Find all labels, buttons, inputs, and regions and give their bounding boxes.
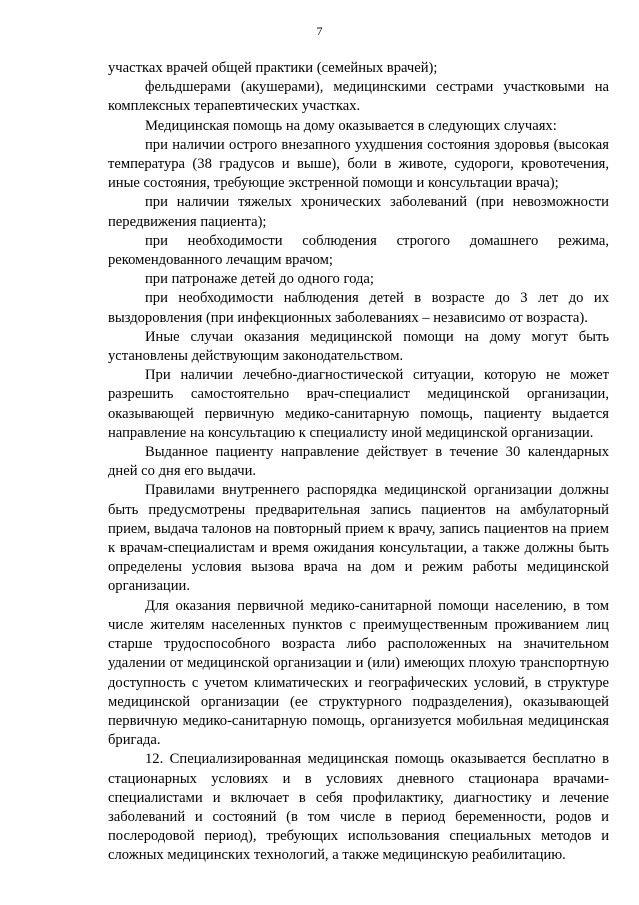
paragraph: Медицинская помощь на дому оказывается в следующих случаях: (145, 117, 557, 134)
paragraph: Иные случаи оказания медицинской помощи на дому могут быть установлены действующим законодательством. (108, 328, 609, 365)
paragraph: при патронаже детей до одного года; (145, 271, 374, 288)
paragraph: фельдшерами (акушерами), медицинскими сестрами участковыми на комплексных терапевтических участках. (108, 79, 609, 115)
paragraph: Для оказания первичной медико-санитарной помощи населению, в том числе жителям населенных пунктов с преимущественным проживанием лиц старше трудоспособного возраста либо расположенных на значительном удалении от медицинской организации и (или) имеющих плохую транспортную доступность с учетом климатических и географических условий, в структуре медицинской организации (ее структурного подразделения), оказывающей первичную медико-санитарную помощь, организуется мобильная медицинская бригада. (108, 597, 609, 749)
paragraph: при необходимости наблюдения детей в возрасте до 3 лет до их выздоровления (при инфекционных заболеваниях – независимо от возраста). (108, 290, 609, 326)
page-number: 7 (316, 24, 323, 38)
paragraph: участках врачей общей практики (семейных врачей); (108, 60, 438, 76)
paragraph: 12. Специализированная медицинская помощь оказывается бесплатно в стационарных условиях и в условиях дневного стационара врачами-специалистами и включает в себя профилактику, диагностику и лечение заболеваний и состояний (в том числе в период беременности, родов и послеродовой период), требующих использования специальных методов и сложных медицинских технологий, а также медицинскую реабилитацию. (108, 751, 609, 864)
paragraph: при наличии острого внезапного ухудшения состояния здоровья (высокая температура (38 градусов и выше), боли в животе, судороги, кровотечения, иные состояния, требующие экстренной помощи и консультации врача); (108, 136, 609, 192)
paragraph: при необходимости соблюдения строгого домашнего режима, рекомендованного лечащим врачом; (108, 232, 609, 269)
paragraph: Выданное пациенту направление действует в течение 30 календарных дней со дня его выдачи. (108, 444, 609, 480)
body-text (108, 59, 609, 866)
paragraph: При наличии лечебно-диагностической ситуации, которую не может разрешить самостоятельно врач-специалист медицинской организации, оказывающей первичную медико-санитарную помощь, пациенту выдается направление на консультацию к специалисту иной медицинской организации. (108, 367, 609, 441)
paragraph: при наличии тяжелых хронических заболеваний (при невозможности передвижения пациента); (108, 194, 609, 230)
paragraph: Правилами внутреннего распорядка медицинской организации должны быть предусмотрены предварительная запись пациентов на амбулаторный прием, выдача талонов на повторный прием к врачу, запись пациентов на прием к врачам-специалистам и время ожидания консультации, а также должны быть определены условия вызова врача на дом и режим работы медицинской организации. (108, 482, 609, 595)
